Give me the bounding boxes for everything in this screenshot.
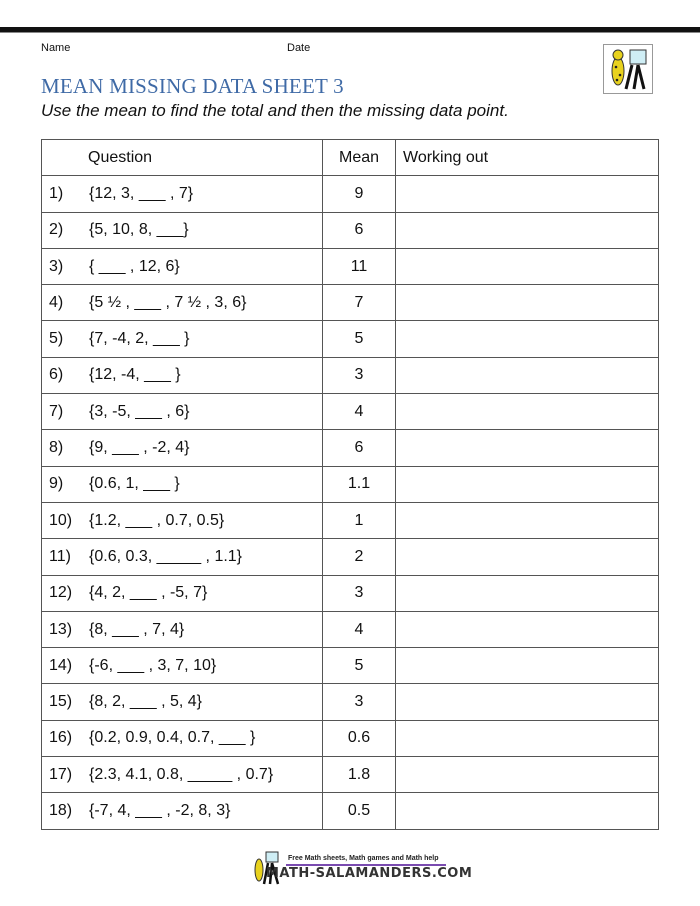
question-set: {3, -5, ___ , 6} xyxy=(89,402,190,420)
mean-cell: 5 xyxy=(323,648,396,684)
question-number: 16) xyxy=(49,729,73,747)
question-set: {7, -4, 2, ___ } xyxy=(89,330,190,348)
question-number: 11) xyxy=(49,547,71,565)
question-number: 18) xyxy=(49,801,73,819)
mean-cell: 3 xyxy=(323,575,396,611)
working-out-cell[interactable] xyxy=(396,684,659,720)
question-cell xyxy=(42,648,323,684)
table-row xyxy=(42,466,659,502)
question-set: {4, 2, ___ , -5, 7} xyxy=(89,584,208,602)
table-row xyxy=(42,611,659,647)
question-number: 7) xyxy=(49,402,64,420)
table-row xyxy=(42,430,659,466)
mean-cell: 9 xyxy=(323,176,396,212)
table-header-row xyxy=(42,140,659,176)
question-set: {9, ___ , -2, 4} xyxy=(89,439,190,457)
question-cell xyxy=(42,430,323,466)
table-row xyxy=(42,575,659,611)
question-set: {2.3, 4.1, 0.8, _____ , 0.7} xyxy=(89,765,274,783)
question-cell xyxy=(42,285,323,321)
question-set: {1.2, ___ , 0.7, 0.5} xyxy=(89,511,225,529)
mean-cell: 6 xyxy=(323,430,396,466)
mean-cell: 1 xyxy=(323,502,396,538)
working-out-cell[interactable] xyxy=(396,248,659,284)
footer-site-link[interactable]: MATH-SALAMANDERS.COM xyxy=(266,866,473,881)
question-number: 3) xyxy=(49,257,64,275)
working-out-cell[interactable] xyxy=(396,575,659,611)
working-out-cell[interactable] xyxy=(396,212,659,248)
mean-cell: 1.1 xyxy=(323,466,396,502)
question-cell xyxy=(42,394,323,430)
question-number: 13) xyxy=(49,620,73,638)
mean-cell: 6 xyxy=(323,212,396,248)
question-set: {8, ___ , 7, 4} xyxy=(89,620,185,638)
page-title: MEAN MISSING DATA SHEET 3 xyxy=(41,74,344,98)
working-out-cell[interactable] xyxy=(396,611,659,647)
mean-header: Mean xyxy=(323,140,396,176)
working-out-cell[interactable] xyxy=(396,648,659,684)
working-out-cell[interactable] xyxy=(396,502,659,538)
question-header: Question xyxy=(42,140,323,176)
working-out-cell[interactable] xyxy=(396,285,659,321)
table-row xyxy=(42,212,659,248)
mean-cell: 4 xyxy=(323,611,396,647)
question-cell xyxy=(42,212,323,248)
question-number: 12) xyxy=(49,584,73,602)
table-row xyxy=(42,502,659,538)
mean-cell: 11 xyxy=(323,248,396,284)
working-out-cell[interactable] xyxy=(396,394,659,430)
question-number: 10) xyxy=(49,511,73,529)
question-cell xyxy=(42,684,323,720)
question-number: 14) xyxy=(49,656,73,674)
working-out-cell[interactable] xyxy=(396,176,659,212)
mean-cell: 0.5 xyxy=(323,793,396,829)
question-set: {5, 10, 8, ___} xyxy=(89,221,189,239)
footer-tagline: Free Math sheets, Math games and Math help xyxy=(288,855,439,862)
question-set: {12, 3, ___ , 7} xyxy=(89,184,194,202)
mean-cell: 2 xyxy=(323,539,396,575)
question-cell xyxy=(42,757,323,793)
table-row xyxy=(42,285,659,321)
table-row xyxy=(42,757,659,793)
mean-cell: 7 xyxy=(323,285,396,321)
question-set: {5 ½ , ___ , 7 ½ , 3, 6} xyxy=(89,293,247,311)
working-out-cell[interactable] xyxy=(396,539,659,575)
working-out-cell[interactable] xyxy=(396,357,659,393)
mean-cell: 1.8 xyxy=(323,757,396,793)
question-number: 15) xyxy=(49,693,73,711)
working-out-cell[interactable] xyxy=(396,757,659,793)
instructions: Use the mean to find the total and then the missing data point. xyxy=(41,101,509,120)
question-set: {8, 2, ___ , 5, 4} xyxy=(89,693,202,711)
question-number: 17) xyxy=(49,765,73,783)
mean-cell: 4 xyxy=(323,394,396,430)
working-out-cell[interactable] xyxy=(396,720,659,756)
table-row xyxy=(42,248,659,284)
mean-cell: 3 xyxy=(323,684,396,720)
working-out-cell[interactable] xyxy=(396,321,659,357)
question-cell xyxy=(42,466,323,502)
table-row xyxy=(42,684,659,720)
question-cell xyxy=(42,248,323,284)
mean-cell: 5 xyxy=(323,321,396,357)
top-border xyxy=(0,27,700,33)
table-row xyxy=(42,176,659,212)
question-set: {0.6, 1, ___ } xyxy=(89,475,180,493)
working-out-cell[interactable] xyxy=(396,466,659,502)
working-out-cell[interactable] xyxy=(396,793,659,829)
table-row xyxy=(42,539,659,575)
question-number: 6) xyxy=(49,366,64,384)
question-set: {-6, ___ , 3, 7, 10} xyxy=(89,656,217,674)
working-header: Working out xyxy=(396,140,659,176)
salamander-logo-icon xyxy=(603,44,653,94)
question-set: {12, -4, ___ } xyxy=(89,366,181,384)
question-number: 4) xyxy=(49,293,64,311)
table-row xyxy=(42,793,659,829)
table-row xyxy=(42,321,659,357)
question-number: 8) xyxy=(49,439,64,457)
question-number: 1) xyxy=(49,184,64,202)
question-cell xyxy=(42,176,323,212)
question-cell xyxy=(42,575,323,611)
question-set: {-7, 4, ___ , -2, 8, 3} xyxy=(89,801,231,819)
question-cell xyxy=(42,793,323,829)
questions-table xyxy=(41,139,659,830)
working-out-cell[interactable] xyxy=(396,430,659,466)
question-cell xyxy=(42,611,323,647)
table-row xyxy=(42,648,659,684)
mean-cell: 3 xyxy=(323,357,396,393)
table-row xyxy=(42,394,659,430)
question-cell xyxy=(42,539,323,575)
table-row xyxy=(42,720,659,756)
name-label: Name xyxy=(41,42,71,54)
date-label: Date xyxy=(287,42,311,54)
question-number: 5) xyxy=(49,330,64,348)
question-number: 9) xyxy=(49,475,64,493)
question-cell xyxy=(42,321,323,357)
mean-cell: 0.6 xyxy=(323,720,396,756)
question-cell xyxy=(42,357,323,393)
question-set: { ___ , 12, 6} xyxy=(89,257,180,275)
question-cell xyxy=(42,502,323,538)
table-row xyxy=(42,357,659,393)
question-set: {0.6, 0.3, _____ , 1.1} xyxy=(89,547,243,565)
question-number: 2) xyxy=(49,221,64,239)
question-set: {0.2, 0.9, 0.4, 0.7, ___ } xyxy=(89,729,256,747)
question-cell xyxy=(42,720,323,756)
